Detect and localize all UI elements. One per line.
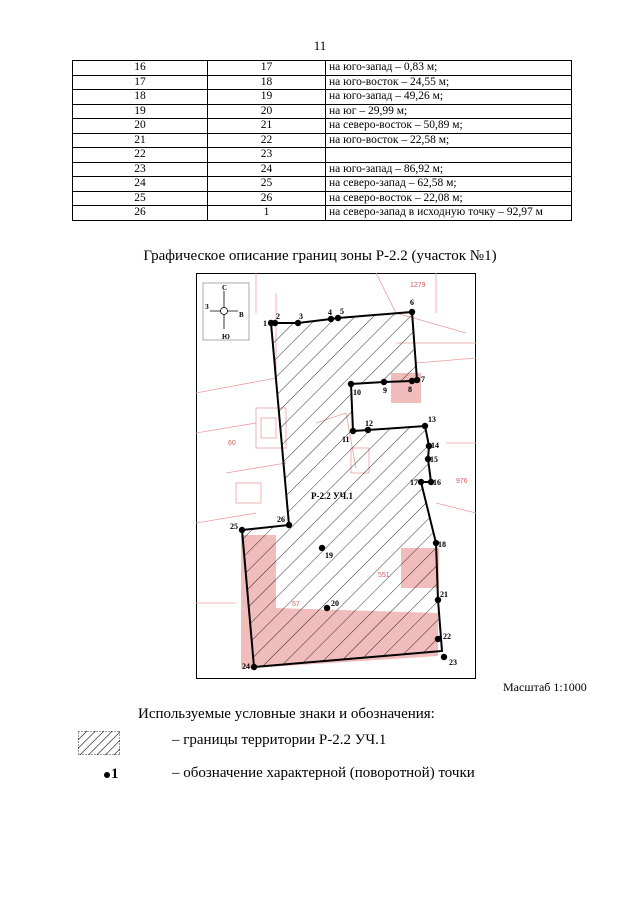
turning-point-dot: [239, 527, 245, 533]
compass-rose: [203, 283, 249, 341]
point-cell: 26: [73, 206, 208, 221]
table-row: [73, 75, 572, 90]
point-cell: 22: [208, 133, 326, 148]
turning-point-dot: [324, 605, 330, 611]
legend-point-symbol: [104, 766, 119, 783]
turning-point-label: 18: [438, 540, 446, 549]
turning-point-label: 12: [365, 419, 373, 428]
turning-point-label: 20: [331, 599, 339, 608]
coordinates-table: [72, 60, 572, 221]
point-cell: 20: [73, 119, 208, 134]
turning-point-label: 25: [230, 522, 238, 531]
background-label: 976: [456, 478, 468, 485]
turning-point-label: 2: [276, 312, 280, 321]
table-row: [73, 206, 572, 221]
turning-point-label: 11: [342, 435, 350, 444]
turning-point-label: 23: [449, 658, 457, 667]
background-label: 1279: [410, 282, 426, 289]
turning-point-label: 10: [353, 388, 361, 397]
table-row: [73, 133, 572, 148]
direction-cell: [326, 148, 572, 163]
point-cell: 20: [208, 104, 326, 119]
map-caption: Графическое описание границ зоны Р-2.2 (участок №1): [143, 248, 497, 264]
point-cell: 23: [73, 162, 208, 177]
turning-point-dot: [286, 522, 292, 528]
direction-cell: на северо-восток – 22,08 м;: [326, 191, 572, 206]
turning-point-label: 13: [428, 415, 436, 424]
point-cell: 23: [208, 148, 326, 163]
point-cell: 1: [208, 206, 326, 221]
compass-west: З: [205, 303, 209, 311]
turning-point-label: 22: [443, 632, 451, 641]
direction-cell: на юго-запад – 86,92 м;: [326, 162, 572, 177]
point-cell: 25: [208, 177, 326, 192]
page-number: 11: [313, 38, 327, 53]
turning-point-label: 9: [383, 386, 387, 395]
turning-point-dot: [409, 378, 415, 384]
direction-cell: на юго-восток – 24,55 м;: [326, 75, 572, 90]
zone-map: [196, 273, 476, 679]
turning-point-dot: [251, 664, 257, 670]
turning-point-label: 1: [263, 319, 267, 328]
turning-point-dot: [409, 309, 415, 315]
direction-cell: на юг – 29,99 м;: [326, 104, 572, 119]
point-cell: 21: [208, 119, 326, 134]
zone-label: Р-2.2 УЧ.1: [311, 491, 353, 501]
direction-cell: на юго-восток – 22,58 м;: [326, 133, 572, 148]
direction-cell: на северо-запад в исходную точку – 92,97 м: [326, 206, 572, 221]
legend-hatch-swatch: [78, 731, 120, 755]
compass-north: С: [222, 284, 228, 292]
table-row: [73, 162, 572, 177]
point-dot-icon: [104, 772, 110, 778]
map-scale: Масштаб 1:1000: [503, 680, 587, 694]
point-cell: 26: [208, 191, 326, 206]
point-cell: 19: [208, 90, 326, 105]
turning-point-label: 16: [433, 478, 441, 487]
turning-point-label: 7: [421, 375, 425, 384]
point-cell: 17: [208, 61, 326, 76]
compass-east: В: [239, 311, 244, 319]
legend-hatch-text: – границы территории Р-2.2 УЧ.1: [172, 732, 387, 748]
table-row: [73, 61, 572, 76]
turning-point-label: 15: [430, 455, 438, 464]
point-cell: 18: [73, 90, 208, 105]
point-cell: 17: [73, 75, 208, 90]
turning-point-label: 5: [340, 307, 344, 316]
point-cell: 19: [73, 104, 208, 119]
turning-point-dot: [348, 381, 354, 387]
point-cell: 24: [73, 177, 208, 192]
table-row: [73, 119, 572, 134]
turning-point-label: 19: [325, 551, 333, 560]
turning-point-label: 21: [440, 590, 448, 599]
turning-point-dot: [350, 428, 356, 434]
compass-south: Ю: [222, 333, 230, 341]
direction-cell: на юго-запад – 49,26 м;: [326, 90, 572, 105]
turning-point-label: 6: [410, 298, 414, 307]
turning-point-label: 24: [242, 662, 250, 671]
legend-title: Используемые условные знаки и обозначения:: [138, 706, 435, 722]
turning-point-label: 8: [408, 385, 412, 394]
direction-cell: на юго-запад – 0,83 м;: [326, 61, 572, 76]
point-cell: 25: [73, 191, 208, 206]
table-row: [73, 191, 572, 206]
direction-cell: на северо-запад – 62,58 м;: [326, 177, 572, 192]
legend-point-text: – обозначение характерной (поворотной) точки: [172, 765, 475, 781]
table-row: [73, 177, 572, 192]
turning-point-label: 4: [328, 308, 332, 317]
turning-point-dot: [441, 654, 447, 660]
point-cell: 24: [208, 162, 326, 177]
legend-point-number: 1: [111, 766, 119, 782]
table-row: [73, 148, 572, 163]
direction-cell: на северо-восток – 50,89 м;: [326, 119, 572, 134]
background-label: 60: [228, 440, 236, 447]
turning-point-dot: [381, 379, 387, 385]
point-cell: 22: [73, 148, 208, 163]
point-cell: 16: [73, 61, 208, 76]
turning-point-label: 26: [277, 515, 285, 524]
table-row: [73, 90, 572, 105]
turning-point-label: 17: [410, 478, 418, 487]
turning-point-label: 3: [299, 312, 303, 321]
point-cell: 21: [73, 133, 208, 148]
point-cell: 18: [208, 75, 326, 90]
turning-point-dot: [418, 479, 424, 485]
turning-point-label: 14: [431, 441, 439, 450]
turning-point-dot: [435, 636, 441, 642]
table-row: [73, 104, 572, 119]
